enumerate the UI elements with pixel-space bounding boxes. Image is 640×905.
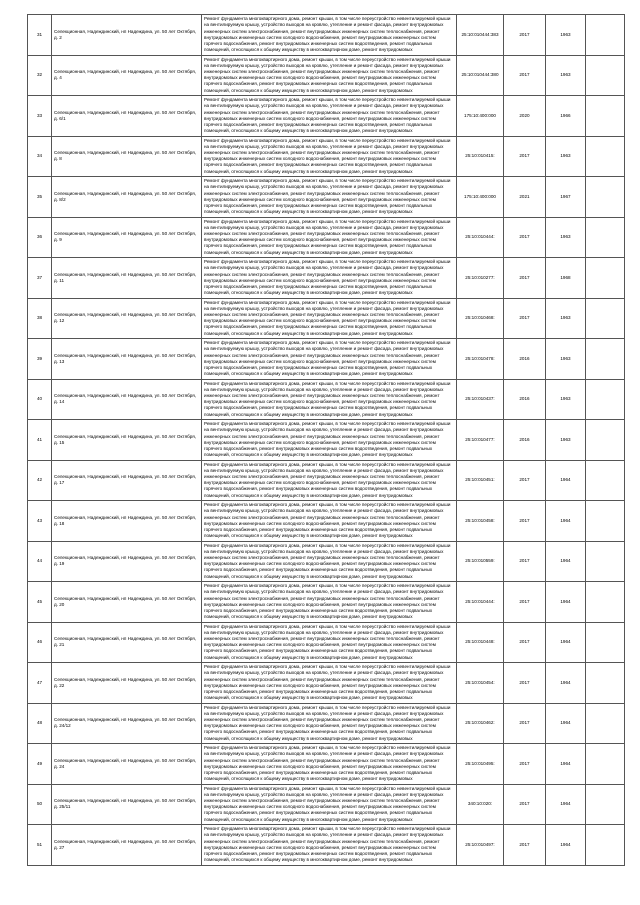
table-row [28, 177, 625, 218]
row-address: Селекционная, Надеждинский, нп Надеждина, ул. 50 лет Октября, д. 2 [52, 15, 202, 56]
row-works: Ремонт фундамента многоквартирного дома, ремонт крыши, в том числе переустройство невентилируемой крыши на вентилируемую крышу, устройство выходов на кровлю, утепление и ремонт фасада, ремонт внутридомовых инженерных систем электроснабжения, ремонт внутридомовых инженерных систем теплоснабжения, ремонт внутридомовых инженерных систем холодного водоснабжения, ремонт внутридомовых инженерных систем горячего водоснабжения, ремонт внутридомовых инженерных систем водоотведения, ремонт подвальных помещений, относящихся к общему имуществу в многоквартирном доме, ремонт внутридомовых [202, 136, 457, 177]
table-row [28, 663, 625, 704]
row-address: Селекционная, Надеждинский, нп Надеждина, ул. 50 лет Октября, д. 25/11 [52, 784, 202, 825]
row-year-built: 1964 [546, 825, 586, 866]
table-row [28, 258, 625, 299]
row-year-planned: 2017 [504, 258, 546, 299]
row-address: Селекционная, Надеждинский, нп Надеждина, ул. 50 лет Октября, д. 20 [52, 582, 202, 623]
row-year-built: 1964 [546, 744, 586, 785]
row-year-built: 1963 [546, 55, 586, 96]
row-works: Ремонт фундамента многоквартирного дома, ремонт крыши, в том числе переустройство невентилируемой крыши на вентилируемую крышу, устройство выходов на кровлю, утепление и ремонт фасада, ремонт внутридомовых инженерных систем электроснабжения, ремонт внутридомовых инженерных систем теплоснабжения, ремонт внутридомовых инженерных систем холодного водоснабжения, ремонт внутридомовых инженерных систем горячего водоснабжения, ремонт внутридомовых инженерных систем водоотведения, ремонт подвальных помещений, относящихся к общему имуществу в многоквартирном доме, ремонт внутридомовых [202, 96, 457, 137]
row-year-built: 1963 [546, 298, 586, 339]
row-works: Ремонт фундамента многоквартирного дома, ремонт крыши, в том числе переустройство невентилируемой крыши на вентилируемую крышу, устройство выходов на кровлю, утепление и ремонт фасада, ремонт внутридомовых инженерных систем электроснабжения, ремонт внутридомовых инженерных систем теплоснабжения, ремонт внутридомовых инженерных систем холодного водоснабжения, ремонт внутридомовых инженерных систем горячего водоснабжения, ремонт внутридомовых инженерных систем водоотведения, ремонт подвальных помещений, относящихся к общему имуществу в многоквартирном доме, ремонт внутридомовых [202, 420, 457, 461]
row-number: 51 [28, 825, 52, 866]
row-address: Селекционная, Надеждинский, нп Надеждина, ул. 50 лет Октября, д. 15 [52, 420, 202, 461]
row-year-planned: 2017 [504, 622, 546, 663]
row-cadastral-number: 25:10:010477: [457, 420, 504, 461]
table-row [28, 825, 625, 866]
row-year-built: 1963 [546, 420, 586, 461]
row-year-planned: 2017 [504, 136, 546, 177]
row-cadastral-number: 25:10:010444: [457, 217, 504, 258]
row-year-built: 1964 [546, 541, 586, 582]
row-cadastral-number: 25:10:010444:380 [457, 55, 504, 96]
row-empty-cell [586, 622, 625, 663]
row-empty-cell [586, 258, 625, 299]
row-year-planned: 2017 [504, 217, 546, 258]
row-year-planned: 2017 [504, 15, 546, 56]
table-row [28, 379, 625, 420]
row-year-planned: 2017 [504, 744, 546, 785]
row-works: Ремонт фундамента многоквартирного дома, ремонт крыши, в том числе переустройство невентилируемой крыши на вентилируемую крышу, устройство выходов на кровлю, утепление и ремонт фасада, ремонт внутридомовых инженерных систем электроснабжения, ремонт внутридомовых инженерных систем теплоснабжения, ремонт внутридомовых инженерных систем холодного водоснабжения, ремонт внутридомовых инженерных систем горячего водоснабжения, ремонт внутридомовых инженерных систем водоотведения, ремонт подвальных помещений, относящихся к общему имуществу в многоквартирном доме, ремонт внутридомовых [202, 501, 457, 542]
row-cadastral-number: 25:10:010437: [457, 379, 504, 420]
row-year-planned: 2017 [504, 582, 546, 623]
row-cadastral-number: 175:10:400:000 [457, 96, 504, 137]
row-cadastral-number: 25:10:010462: [457, 703, 504, 744]
row-number: 44 [28, 541, 52, 582]
row-year-planned: 2016 [504, 379, 546, 420]
row-works: Ремонт фундамента многоквартирного дома, ремонт крыши, в том числе переустройство невентилируемой крыши на вентилируемую крышу, устройство выходов на кровлю, утепление и ремонт фасада, ремонт внутридомовых инженерных систем электроснабжения, ремонт внутридомовых инженерных систем теплоснабжения, ремонт внутридомовых инженерных систем холодного водоснабжения, ремонт внутридомовых инженерных систем горячего водоснабжения, ремонт внутридомовых инженерных систем водоотведения, ремонт подвальных помещений, относящихся к общему имуществу в многоквартирном доме, ремонт внутридомовых [202, 663, 457, 704]
row-year-planned: 2017 [504, 703, 546, 744]
row-year-planned: 2017 [504, 460, 546, 501]
table-row [28, 501, 625, 542]
row-cadastral-number: 25:10:010454: [457, 663, 504, 704]
row-empty-cell [586, 501, 625, 542]
row-year-built: 1964 [546, 703, 586, 744]
row-empty-cell [586, 460, 625, 501]
table-row [28, 96, 625, 137]
row-year-planned: 2017 [504, 55, 546, 96]
row-address: Селекционная, Надеждинский, нп Надеждина, ул. 50 лет Октября, д. 24/12 [52, 703, 202, 744]
row-number: 46 [28, 622, 52, 663]
row-number: 43 [28, 501, 52, 542]
row-cadastral-number: 25:10:010497: [457, 825, 504, 866]
row-works: Ремонт фундамента многоквартирного дома, ремонт крыши, в том числе переустройство невентилируемой крыши на вентилируемую крышу, устройство выходов на кровлю, утепление и ремонт фасада, ремонт внутридомовых инженерных систем электроснабжения, ремонт внутридомовых инженерных систем теплоснабжения, ремонт внутридомовых инженерных систем холодного водоснабжения, ремонт внутридомовых инженерных систем горячего водоснабжения, ремонт внутридомовых инженерных систем водоотведения, ремонт подвальных помещений, относящихся к общему имуществу в многоквартирном доме, ремонт внутридомовых [202, 339, 457, 380]
row-empty-cell [586, 217, 625, 258]
row-year-planned: 2017 [504, 663, 546, 704]
row-number: 38 [28, 298, 52, 339]
table-row [28, 298, 625, 339]
row-empty-cell [586, 582, 625, 623]
table-row [28, 55, 625, 96]
row-year-built: 1963 [546, 15, 586, 56]
row-cadastral-number: 25:10:010444: [457, 582, 504, 623]
table-row [28, 136, 625, 177]
row-empty-cell [586, 744, 625, 785]
row-year-built: 1963 [546, 136, 586, 177]
table-row [28, 420, 625, 461]
row-year-planned: 2021 [504, 177, 546, 218]
row-cadastral-number: 25:10:010415: [457, 136, 504, 177]
row-empty-cell [586, 825, 625, 866]
row-year-built: 1968 [546, 258, 586, 299]
row-empty-cell [586, 177, 625, 218]
row-cadastral-number: 340:10:020: [457, 784, 504, 825]
row-year-built: 1963 [546, 217, 586, 258]
row-year-built: 1964 [546, 622, 586, 663]
row-cadastral-number: 25:10:010448: [457, 622, 504, 663]
row-address: Селекционная, Надеждинский, нп Надеждина, ул. 50 лет Октября, д. 6/1 [52, 96, 202, 137]
row-works: Ремонт фундамента многоквартирного дома, ремонт крыши, в том числе переустройство невентилируемой крыши на вентилируемую крышу, устройство выходов на кровлю, утепление и ремонт фасада, ремонт внутридомовых инженерных систем электроснабжения, ремонт внутридомовых инженерных систем теплоснабжения, ремонт внутридомовых инженерных систем холодного водоснабжения, ремонт внутридомовых инженерных систем горячего водоснабжения, ремонт внутридомовых инженерных систем водоотведения, ремонт подвальных помещений, относящихся к общему имуществу в многоквартирном доме, ремонт внутридомовых [202, 379, 457, 420]
row-year-planned: 2017 [504, 541, 546, 582]
row-cadastral-number: 25:10:010559: [457, 541, 504, 582]
row-year-planned: 2020 [504, 96, 546, 137]
row-address: Селекционная, Надеждинский, нп Надеждина, ул. 50 лет Октября, д. 9 [52, 217, 202, 258]
row-address: Селекционная, Надеждинский, нп Надеждина, ул. 50 лет Октября, д. 22 [52, 663, 202, 704]
row-empty-cell [586, 663, 625, 704]
row-number: 41 [28, 420, 52, 461]
row-address: Селекционная, Надеждинский, нп Надеждина, ул. 50 лет Октября, д. 8/2 [52, 177, 202, 218]
row-works: Ремонт фундамента многоквартирного дома, ремонт крыши, в том числе переустройство невентилируемой крыши на вентилируемую крышу, устройство выходов на кровлю, утепление и ремонт фасада, ремонт внутридомовых инженерных систем электроснабжения, ремонт внутридомовых инженерных систем теплоснабжения, ремонт внутридомовых инженерных систем холодного водоснабжения, ремонт внутридомовых инженерных систем горячего водоснабжения, ремонт внутридомовых инженерных систем водоотведения, ремонт подвальных помещений, относящихся к общему имуществу в многоквартирном доме, ремонт внутридомовых [202, 298, 457, 339]
row-number: 35 [28, 177, 52, 218]
row-year-planned: 2016 [504, 339, 546, 380]
row-number: 49 [28, 744, 52, 785]
table-row [28, 582, 625, 623]
table-row [28, 622, 625, 663]
row-number: 42 [28, 460, 52, 501]
row-number: 34 [28, 136, 52, 177]
row-empty-cell [586, 703, 625, 744]
row-year-planned: 2017 [504, 501, 546, 542]
row-empty-cell [586, 136, 625, 177]
row-number: 45 [28, 582, 52, 623]
row-works: Ремонт фундамента многоквартирного дома, ремонт крыши, в том числе переустройство невентилируемой крыши на вентилируемую крышу, устройство выходов на кровлю, утепление и ремонт фасада, ремонт внутридомовых инженерных систем электроснабжения, ремонт внутридомовых инженерных систем теплоснабжения, ремонт внутридомовых инженерных систем холодного водоснабжения, ремонт внутридомовых инженерных систем горячего водоснабжения, ремонт внутридомовых инженерных систем водоотведения, ремонт подвальных помещений, относящихся к общему имуществу в многоквартирном доме, ремонт внутридомовых [202, 15, 457, 56]
row-year-built: 1964 [546, 460, 586, 501]
row-works: Ремонт фундамента многоквартирного дома, ремонт крыши, в том числе переустройство невентилируемой крыши на вентилируемую крышу, устройство выходов на кровлю, утепление и ремонт фасада, ремонт внутридомовых инженерных систем электроснабжения, ремонт внутридомовых инженерных систем теплоснабжения, ремонт внутридомовых инженерных систем холодного водоснабжения, ремонт внутридомовых инженерных систем горячего водоснабжения, ремонт внутридомовых инженерных систем водоотведения, ремонт подвальных помещений, относящихся к общему имуществу в многоквартирном доме, ремонт внутридомовых [202, 55, 457, 96]
row-works: Ремонт фундамента многоквартирного дома, ремонт крыши, в том числе переустройство невентилируемой крыши на вентилируемую крышу, устройство выходов на кровлю, утепление и ремонт фасада, ремонт внутридомовых инженерных систем электроснабжения, ремонт внутридомовых инженерных систем теплоснабжения, ремонт внутридомовых инженерных систем холодного водоснабжения, ремонт внутридомовых инженерных систем горячего водоснабжения, ремонт внутридомовых инженерных систем водоотведения, ремонт подвальных помещений, относящихся к общему имуществу в многоквартирном доме, ремонт внутридомовых [202, 622, 457, 663]
row-empty-cell [586, 55, 625, 96]
row-works: Ремонт фундамента многоквартирного дома, ремонт крыши, в том числе переустройство невентилируемой крыши на вентилируемую крышу, устройство выходов на кровлю, утепление и ремонт фасада, ремонт внутридомовых инженерных систем электроснабжения, ремонт внутридомовых инженерных систем теплоснабжения, ремонт внутридомовых инженерных систем холодного водоснабжения, ремонт внутридомовых инженерных систем горячего водоснабжения, ремонт внутридомовых инженерных систем водоотведения, ремонт подвальных помещений, относящихся к общему имуществу в многоквартирном доме, ремонт внутридомовых [202, 177, 457, 218]
row-address: Селекционная, Надеждинский, нп Надеждина, ул. 50 лет Октября, д. 19 [52, 541, 202, 582]
row-year-built: 1964 [546, 501, 586, 542]
row-year-built: 1963 [546, 339, 586, 380]
register-table [27, 14, 625, 866]
table-row [28, 784, 625, 825]
table-row [28, 460, 625, 501]
row-number: 47 [28, 663, 52, 704]
row-works: Ремонт фундамента многоквартирного дома, ремонт крыши, в том числе переустройство невентилируемой крыши на вентилируемую крышу, устройство выходов на кровлю, утепление и ремонт фасада, ремонт внутридомовых инженерных систем электроснабжения, ремонт внутридомовых инженерных систем теплоснабжения, ремонт внутридомовых инженерных систем холодного водоснабжения, ремонт внутридомовых инженерных систем горячего водоснабжения, ремонт внутридомовых инженерных систем водоотведения, ремонт подвальных помещений, относящихся к общему имуществу в многоквартирном доме, ремонт внутридомовых [202, 744, 457, 785]
row-year-built: 1967 [546, 177, 586, 218]
row-cadastral-number: 175:10:400:000 [457, 177, 504, 218]
row-empty-cell [586, 339, 625, 380]
row-cadastral-number: 25:10:010495: [457, 744, 504, 785]
row-address: Селекционная, Надеждинский, нп Надеждина, ул. 50 лет Октября, д. 12 [52, 298, 202, 339]
row-number: 32 [28, 55, 52, 96]
row-works: Ремонт фундамента многоквартирного дома, ремонт крыши, в том числе переустройство невентилируемой крыши на вентилируемую крышу, устройство выходов на кровлю, утепление и ремонт фасада, ремонт внутридомовых инженерных систем электроснабжения, ремонт внутридомовых инженерных систем теплоснабжения, ремонт внутридомовых инженерных систем холодного водоснабжения, ремонт внутридомовых инженерных систем горячего водоснабжения, ремонт внутридомовых инженерных систем водоотведения, ремонт подвальных помещений, относящихся к общему имуществу в многоквартирном доме, ремонт внутридомовых [202, 703, 457, 744]
row-year-planned: 2017 [504, 825, 546, 866]
row-number: 36 [28, 217, 52, 258]
row-works: Ремонт фундамента многоквартирного дома, ремонт крыши, в том числе переустройство невентилируемой крыши на вентилируемую крышу, устройство выходов на кровлю, утепление и ремонт фасада, ремонт внутридомовых инженерных систем электроснабжения, ремонт внутридомовых инженерных систем теплоснабжения, ремонт внутридомовых инженерных систем холодного водоснабжения, ремонт внутридомовых инженерных систем горячего водоснабжения, ремонт внутридомовых инженерных систем водоотведения, ремонт подвальных помещений, относящихся к общему имуществу в многоквартирном доме, ремонт внутридомовых [202, 258, 457, 299]
row-year-built: 1964 [546, 663, 586, 704]
row-address: Селекционная, Надеждинский, нп Надеждина, ул. 50 лет Октября, д. 4 [52, 55, 202, 96]
row-empty-cell [586, 379, 625, 420]
register-body [28, 15, 625, 866]
row-empty-cell [586, 298, 625, 339]
row-year-planned: 2017 [504, 784, 546, 825]
row-works: Ремонт фундамента многоквартирного дома, ремонт крыши, в том числе переустройство невентилируемой крыши на вентилируемую крышу, устройство выходов на кровлю, утепление и ремонт фасада, ремонт внутридомовых инженерных систем электроснабжения, ремонт внутридомовых инженерных систем теплоснабжения, ремонт внутридомовых инженерных систем холодного водоснабжения, ремонт внутридомовых инженерных систем горячего водоснабжения, ремонт внутридомовых инженерных систем водоотведения, ремонт подвальных помещений, относящихся к общему имуществу в многоквартирном доме, ремонт внутридомовых [202, 784, 457, 825]
row-year-built: 1963 [546, 379, 586, 420]
row-number: 37 [28, 258, 52, 299]
row-address: Селекционная, Надеждинский, нп Надеждина, ул. 50 лет Октября, д. 21 [52, 622, 202, 663]
row-works: Ремонт фундамента многоквартирного дома, ремонт крыши, в том числе переустройство невентилируемой крыши на вентилируемую крышу, устройство выходов на кровлю, утепление и ремонт фасада, ремонт внутридомовых инженерных систем электроснабжения, ремонт внутридомовых инженерных систем теплоснабжения, ремонт внутридомовых инженерных систем холодного водоснабжения, ремонт внутридомовых инженерных систем горячего водоснабжения, ремонт внутридомовых инженерных систем водоотведения, ремонт подвальных помещений, относящихся к общему имуществу в многоквартирном доме, ремонт внутридомовых [202, 217, 457, 258]
table-row [28, 541, 625, 582]
row-works: Ремонт фундамента многоквартирного дома, ремонт крыши, в том числе переустройство невентилируемой крыши на вентилируемую крышу, устройство выходов на кровлю, утепление и ремонт фасада, ремонт внутридомовых инженерных систем электроснабжения, ремонт внутридомовых инженерных систем теплоснабжения, ремонт внутридомовых инженерных систем холодного водоснабжения, ремонт внутридомовых инженерных систем горячего водоснабжения, ремонт внутридомовых инженерных систем водоотведения, ремонт подвальных помещений, относящихся к общему имуществу в многоквартирном доме, ремонт внутридомовых [202, 582, 457, 623]
row-cadastral-number: 25:10:010277: [457, 258, 504, 299]
row-address: Селекционная, Надеждинский, нп Надеждина, ул. 50 лет Октября, д. 17 [52, 460, 202, 501]
row-empty-cell [586, 15, 625, 56]
row-cadastral-number: 25:10:010468: [457, 298, 504, 339]
table-row [28, 339, 625, 380]
row-works: Ремонт фундамента многоквартирного дома, ремонт крыши, в том числе переустройство невентилируемой крыши на вентилируемую крышу, устройство выходов на кровлю, утепление и ремонт фасада, ремонт внутридомовых инженерных систем электроснабжения, ремонт внутридомовых инженерных систем теплоснабжения, ремонт внутридомовых инженерных систем холодного водоснабжения, ремонт внутридомовых инженерных систем горячего водоснабжения, ремонт внутридомовых инженерных систем водоотведения, ремонт подвальных помещений, относящихся к общему имуществу в многоквартирном доме, ремонт внутридомовых [202, 460, 457, 501]
row-works: Ремонт фундамента многоквартирного дома, ремонт крыши, в том числе переустройство невентилируемой крыши на вентилируемую крышу, устройство выходов на кровлю, утепление и ремонт фасада, ремонт внутридомовых инженерных систем электроснабжения, ремонт внутридомовых инженерных систем теплоснабжения, ремонт внутридомовых инженерных систем холодного водоснабжения, ремонт внутридомовых инженерных систем горячего водоснабжения, ремонт внутридомовых инженерных систем водоотведения, ремонт подвальных помещений, относящихся к общему имуществу в многоквартирном доме, ремонт внутридомовых [202, 541, 457, 582]
row-address: Селекционная, Надеждинский, нп Надеждина, ул. 50 лет Октября, д. 27 [52, 825, 202, 866]
row-year-built: 1964 [546, 582, 586, 623]
row-address: Селекционная, Надеждинский, нп Надеждина, ул. 50 лет Октября, д. 11 [52, 258, 202, 299]
row-number: 40 [28, 379, 52, 420]
row-cadastral-number: 25:10:010451: [457, 460, 504, 501]
row-address: Селекционная, Надеждинский, нп Надеждина, ул. 50 лет Октября, д. 24 [52, 744, 202, 785]
row-works: Ремонт фундамента многоквартирного дома, ремонт крыши, в том числе переустройство невентилируемой крыши на вентилируемую крышу, устройство выходов на кровлю, утепление и ремонт фасада, ремонт внутридомовых инженерных систем электроснабжения, ремонт внутридомовых инженерных систем теплоснабжения, ремонт внутридомовых инженерных систем холодного водоснабжения, ремонт внутридомовых инженерных систем горячего водоснабжения, ремонт внутридомовых инженерных систем водоотведения, ремонт подвальных помещений, относящихся к общему имуществу в многоквартирном доме, ремонт внутридомовых [202, 825, 457, 866]
row-empty-cell [586, 784, 625, 825]
table-row [28, 15, 625, 56]
row-number: 31 [28, 15, 52, 56]
row-empty-cell [586, 541, 625, 582]
row-address: Селекционная, Надеждинский, нп Надеждина, ул. 50 лет Октября, д. 13 [52, 339, 202, 380]
table-row [28, 703, 625, 744]
row-empty-cell [586, 96, 625, 137]
row-year-built: 1966 [546, 96, 586, 137]
row-address: Селекционная, Надеждинский, нп Надеждина, ул. 50 лет Октября, д. 8 [52, 136, 202, 177]
row-number: 50 [28, 784, 52, 825]
row-address: Селекционная, Надеждинский, нп Надеждина, ул. 50 лет Октября, д. 14 [52, 379, 202, 420]
table-row [28, 217, 625, 258]
row-cadastral-number: 25:10:010458: [457, 501, 504, 542]
row-cadastral-number: 25:10:010478: [457, 339, 504, 380]
row-cadastral-number: 25:10:010444:383 [457, 15, 504, 56]
row-empty-cell [586, 420, 625, 461]
row-year-planned: 2017 [504, 298, 546, 339]
row-number: 48 [28, 703, 52, 744]
row-number: 39 [28, 339, 52, 380]
row-year-built: 1964 [546, 784, 586, 825]
row-address: Селекционная, Надеждинский, нп Надеждина, ул. 50 лет Октября, д. 18 [52, 501, 202, 542]
row-year-planned: 2016 [504, 420, 546, 461]
table-row [28, 744, 625, 785]
row-number: 33 [28, 96, 52, 137]
